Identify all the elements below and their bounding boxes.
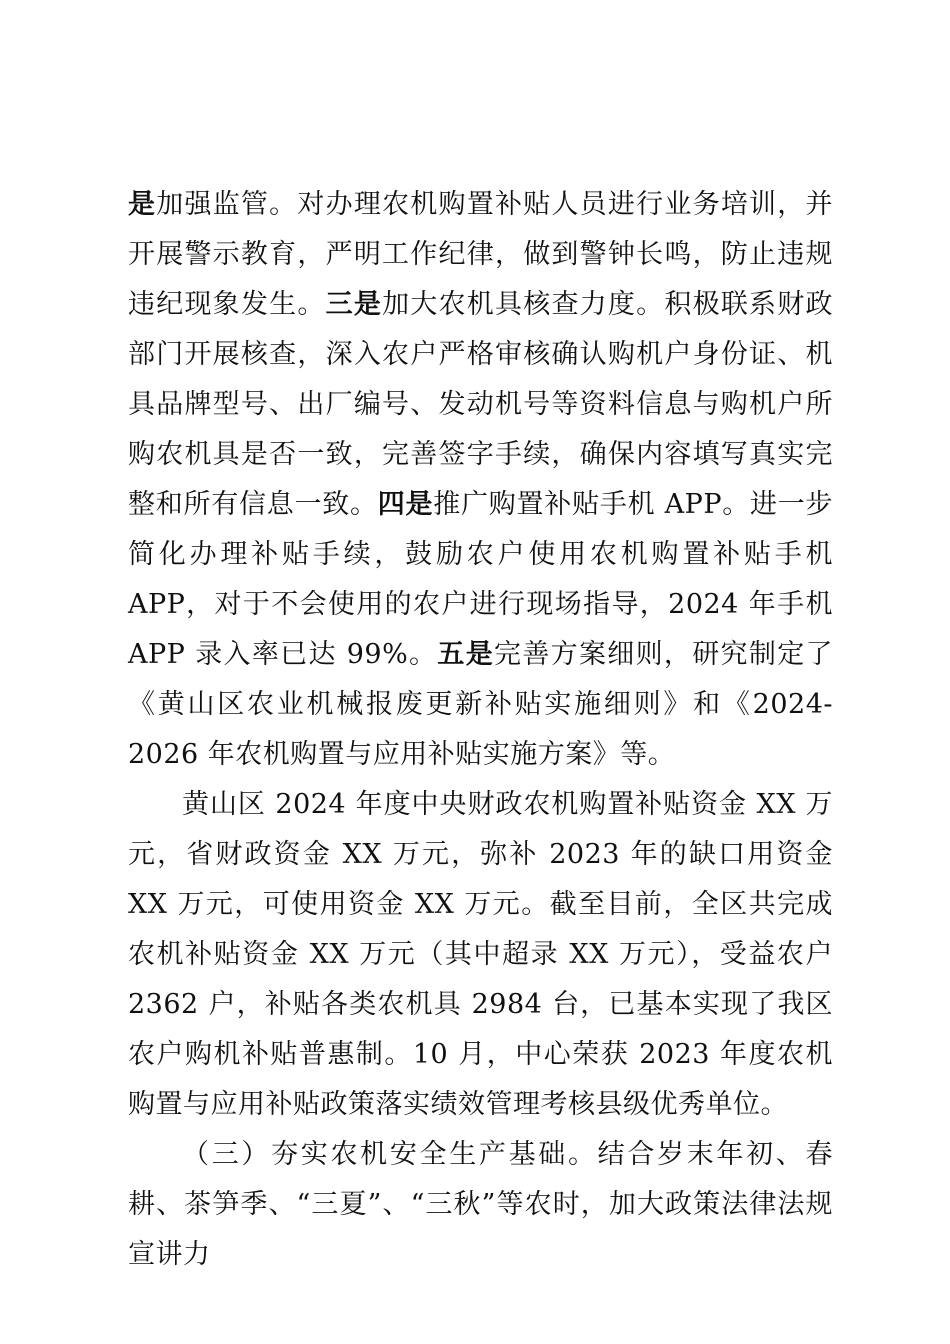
document-body — [128, 180, 833, 1280]
paragraph-measures — [128, 180, 833, 780]
paragraph-text-1: 加强监管。对办理农机购置补贴人员进行业务培训，并开展警示教育，严明工作纪律，做到警钟长鸣，防止违规违纪现象发生。 — [128, 189, 834, 320]
paragraph-text-2: 加大农机具核查力度。积极联系财政部门开展核查，深入农户严格审核确认购机户身份证、机具品牌型号、出厂编号、发动机号等资料信息与购机户所购农机具是否一致，完善签字手续，确保内容填写真实完整和所有信息一致。 — [128, 289, 834, 520]
lead-bold-3: 四是 — [377, 489, 434, 520]
lead-bold-4: 五是 — [437, 639, 495, 670]
paragraph-text-4: 完善方案细则，研究制定了《黄山区农业机械报废更新补贴实施细则》和《2024-2026 年农机购置与应用补贴实施方案》等。 — [128, 639, 834, 770]
paragraph-safety: （三）夯实农机安全生产基础。结合岁末年初、春耕、茶笋季、“三夏”、“三秋”等农时，加大政策法律法规宣讲力 — [128, 1139, 833, 1270]
lead-bold-2: 三是 — [325, 289, 383, 320]
paragraph-text-3: 推广购置补贴手机 APP。进一步简化办理补贴手续，鼓励农户使用农机购置补贴手机 APP，对于不会使用的农户进行现场指导，2024 年手机 APP 录入率已达 99%。 — [128, 489, 834, 670]
paragraph-funding: 黄山区 2024 年度中央财政农机购置补贴资金 XX 万元，省财政资金 XX 万元，弥补 2023 年的缺口用资金 XX 万元，可使用资金 XX 万元。截至目前，全区共完成农机补贴资金 XX 万元（其中超录 XX 万元），受益农户 2362 户，补贴各类农机具 2984 台，已基本实现了我区农户购机补贴普惠制。10 月，中心荣获 2023 年度农机购置与应用补贴政策落实绩效管理考核县级优秀单位。 — [128, 789, 833, 1120]
lead-bold-1: 是 — [128, 189, 157, 220]
